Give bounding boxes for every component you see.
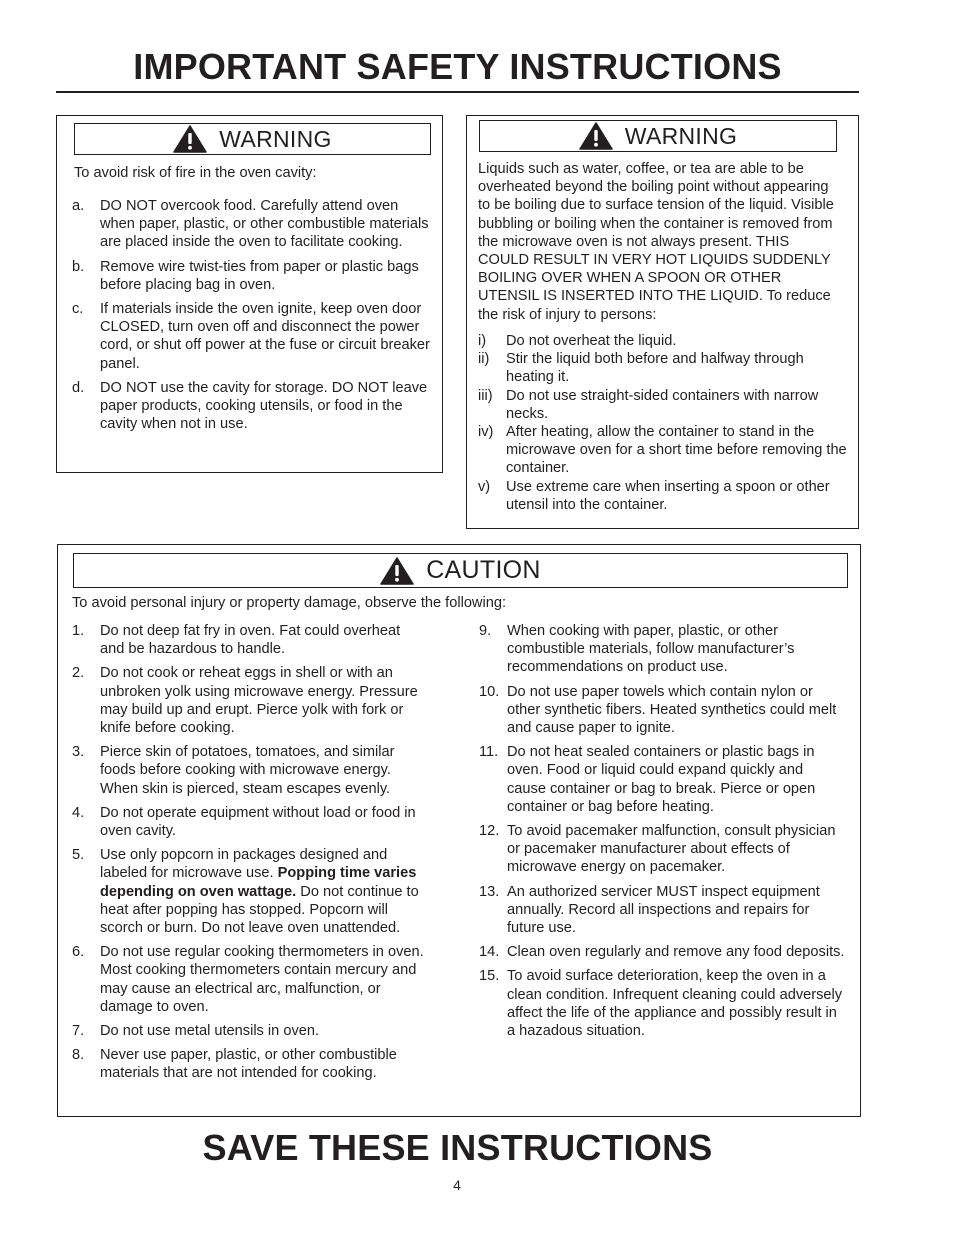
list-item-text: To avoid pacemaker malfunction, consult physician or pacemaker manufacturer about effects of microwave energy on pacemaker. [507, 823, 836, 876]
list-item-text: To avoid surface deterioration, keep the oven in a clean condition. Infrequent cleaning could adversely affect the life of the appliance and possibly result in a hazadous situation. [507, 968, 843, 1040]
list-item-label: d. [72, 379, 85, 396]
list-item-label: 10. [479, 683, 500, 700]
list-item-text: Do not operate equipment without load or food in oven cavity. [100, 804, 416, 840]
list-item [72, 743, 424, 798]
warning-intro: To avoid risk of fire in the oven cavity: [74, 165, 317, 181]
list-item-text: If materials inside the oven ignite, keep oven door CLOSED, turn oven off and disconnect the power cord, or shut off power at the fuse or circuit breaker panel. [100, 301, 430, 372]
list-item-text: When cooking with paper, plastic, or other combustible materials, follow manufacturer’s recommendations on product use. [507, 623, 795, 676]
warning-header [479, 120, 837, 152]
list-item-label: 11. [479, 744, 499, 761]
list-item-label: v) [478, 478, 491, 495]
list-item-text: Do not overheat the liquid. [506, 333, 677, 349]
caution-label: CAUTION [426, 556, 541, 584]
list-item-label: ii) [478, 351, 490, 368]
list-item-label: i) [478, 333, 487, 349]
list-item-text: After heating, allow the container to stand in the microwave oven for a short time before removing the container. [506, 424, 847, 477]
warning-triangle-icon [173, 125, 207, 153]
list-item-text: Remove wire twist-ties from paper or plastic bags before placing bag in oven. [100, 258, 419, 293]
list-item [72, 804, 424, 840]
list-item-label: 8. [72, 1047, 85, 1064]
warning-header [74, 123, 431, 155]
list-item-text [100, 846, 424, 937]
list-item [72, 258, 432, 294]
list-item-text: Clean oven regularly and remove any food deposits. [507, 944, 845, 961]
list-item-text: Do not use regular cooking thermometers in oven. Most cooking thermometers contain mercury and may cause an electrical arc, malfunction, or damage to oven. [100, 944, 424, 1015]
list-item-text: Do not use straight-sided containers with narrow necks. [506, 387, 819, 422]
list-item-text: Pierce skin of potatoes, tomatoes, and similar foods before cooking with microwave energy. When skin is pierced, steam escapes evenly. [100, 744, 395, 797]
list-item-label: 9. [479, 623, 492, 639]
list-item [72, 1022, 424, 1040]
list-item-label: 12. [479, 823, 500, 840]
list-item-label: b. [72, 258, 85, 275]
list-item-label: 6. [72, 944, 85, 961]
caution-header [73, 553, 848, 588]
list-item [72, 197, 432, 252]
text-segment: Do not continue to heat after popping has stopped. Popcorn will scorch or burn. Do not leave oven unattended. [100, 883, 419, 937]
list-item [72, 664, 424, 737]
warning-triangle-icon [579, 122, 613, 150]
list-item [478, 350, 850, 386]
list-item [479, 943, 845, 961]
list-item-label: 7. [72, 1023, 85, 1040]
warning-triangle-icon [380, 557, 414, 585]
list-item [479, 622, 845, 677]
list-item-label: 13. [479, 883, 500, 900]
list-item [72, 622, 424, 658]
list-item [479, 743, 845, 816]
list-item [478, 478, 850, 514]
text-segment: Use only popcorn in packages designed and labeled for microwave use. [100, 847, 388, 882]
list-item-text: An authorized servicer MUST inspect equipment annually. Record all inspections and repairs for future use. [507, 883, 820, 937]
list-item [478, 387, 850, 423]
list-item-label: 5. [72, 847, 85, 864]
list-item [479, 822, 845, 877]
list-item [72, 846, 424, 937]
list-item-label: 2. [72, 665, 85, 682]
list-item [72, 300, 432, 373]
list-item-text: Do not use metal utensils in oven. [100, 1023, 320, 1040]
list-item-label: 3. [72, 744, 85, 761]
list-item-label: 4. [72, 804, 85, 821]
list-item [72, 943, 424, 1016]
text-emphasis: Popping time varies depending on oven wattage. [100, 865, 417, 900]
title-divider [56, 91, 859, 93]
list-item-label: 14. [479, 944, 500, 961]
save-instructions-title: SAVE THESE INSTRUCTIONS [202, 1127, 713, 1168]
list-item-label: 1. [72, 623, 85, 639]
list-item-text: Use extreme care when inserting a spoon or other utensil into the container. [506, 478, 830, 513]
caution-intro: To avoid personal injury or property damage, observe the following: [72, 595, 506, 611]
list-item-text: Do not cook or reheat eggs in shell or with an unbroken yolk using microwave energy. Pressure may build up and erupt. Pierce yolk with fork or knife before cooking. [100, 665, 418, 737]
list-item-label: iii) [478, 387, 493, 404]
list-item-text: DO NOT use the cavity for storage. DO NOT leave paper products, cooking utensils, or food in the cavity when not in use. [100, 379, 428, 433]
list-item [478, 423, 850, 478]
page-number: 4 [453, 1177, 461, 1193]
list-item-text: Do not use paper towels which contain nylon or other synthetic fibers. Heated synthetics could melt and cause paper to ignite. [507, 683, 837, 737]
list-item [479, 683, 845, 738]
list-item [478, 332, 850, 350]
list-item-text: Do not heat sealed containers or plastic bags in oven. Food or liquid could expand quickly and cause container or bag to break. Pierce or open container or bag before heating. [507, 744, 816, 815]
list-item-label: a. [72, 198, 85, 214]
list-item-label: iv) [478, 424, 494, 441]
warning-box-fire [56, 115, 443, 473]
list-item [72, 1046, 424, 1082]
page-title: IMPORTANT SAFETY INSTRUCTIONS [133, 46, 782, 87]
list-item [72, 379, 432, 434]
warning-list [72, 197, 432, 439]
list-item-text: Do not deep fat fry in oven. Fat could overheat and be hazardous to handle. [100, 623, 401, 658]
warning-intro: Liquids such as water, coffee, or tea are able to be overheated beyond the boiling point without appearing to be boiling due to surface tension of the liquid. Visible bubbling or boiling when the container is removed from the microwave oven is not always present. THIS COULD RESULT IN VERY HOT LIQUIDS SUDDENLY BOILING OVER WHEN A SPOON OR OTHER UTENSIL IS INSERTED INTO THE LIQUID. To reduce the risk of injury to persons: [478, 161, 834, 323]
list-item-label: 15. [479, 968, 500, 985]
warning-box-liquids [466, 115, 859, 529]
warning-list [478, 332, 850, 514]
list-item [479, 883, 845, 938]
list-item-text: Never use paper, plastic, or other combustible materials that are not intended for cooking. [100, 1047, 397, 1082]
list-item-label: c. [72, 301, 84, 318]
list-item [479, 967, 845, 1040]
list-item-text: DO NOT overcook food. Carefully attend oven when paper, plastic, or other combustible materials are placed inside the oven to facilitate cooking. [100, 198, 429, 251]
caution-box [57, 544, 861, 1117]
caution-list-right [479, 622, 845, 1046]
caution-list-left [72, 622, 424, 1089]
warning-label: WARNING [624, 122, 738, 149]
list-item-text: Stir the liquid both before and halfway through heating it. [506, 351, 804, 386]
warning-label: WARNING [219, 125, 332, 152]
